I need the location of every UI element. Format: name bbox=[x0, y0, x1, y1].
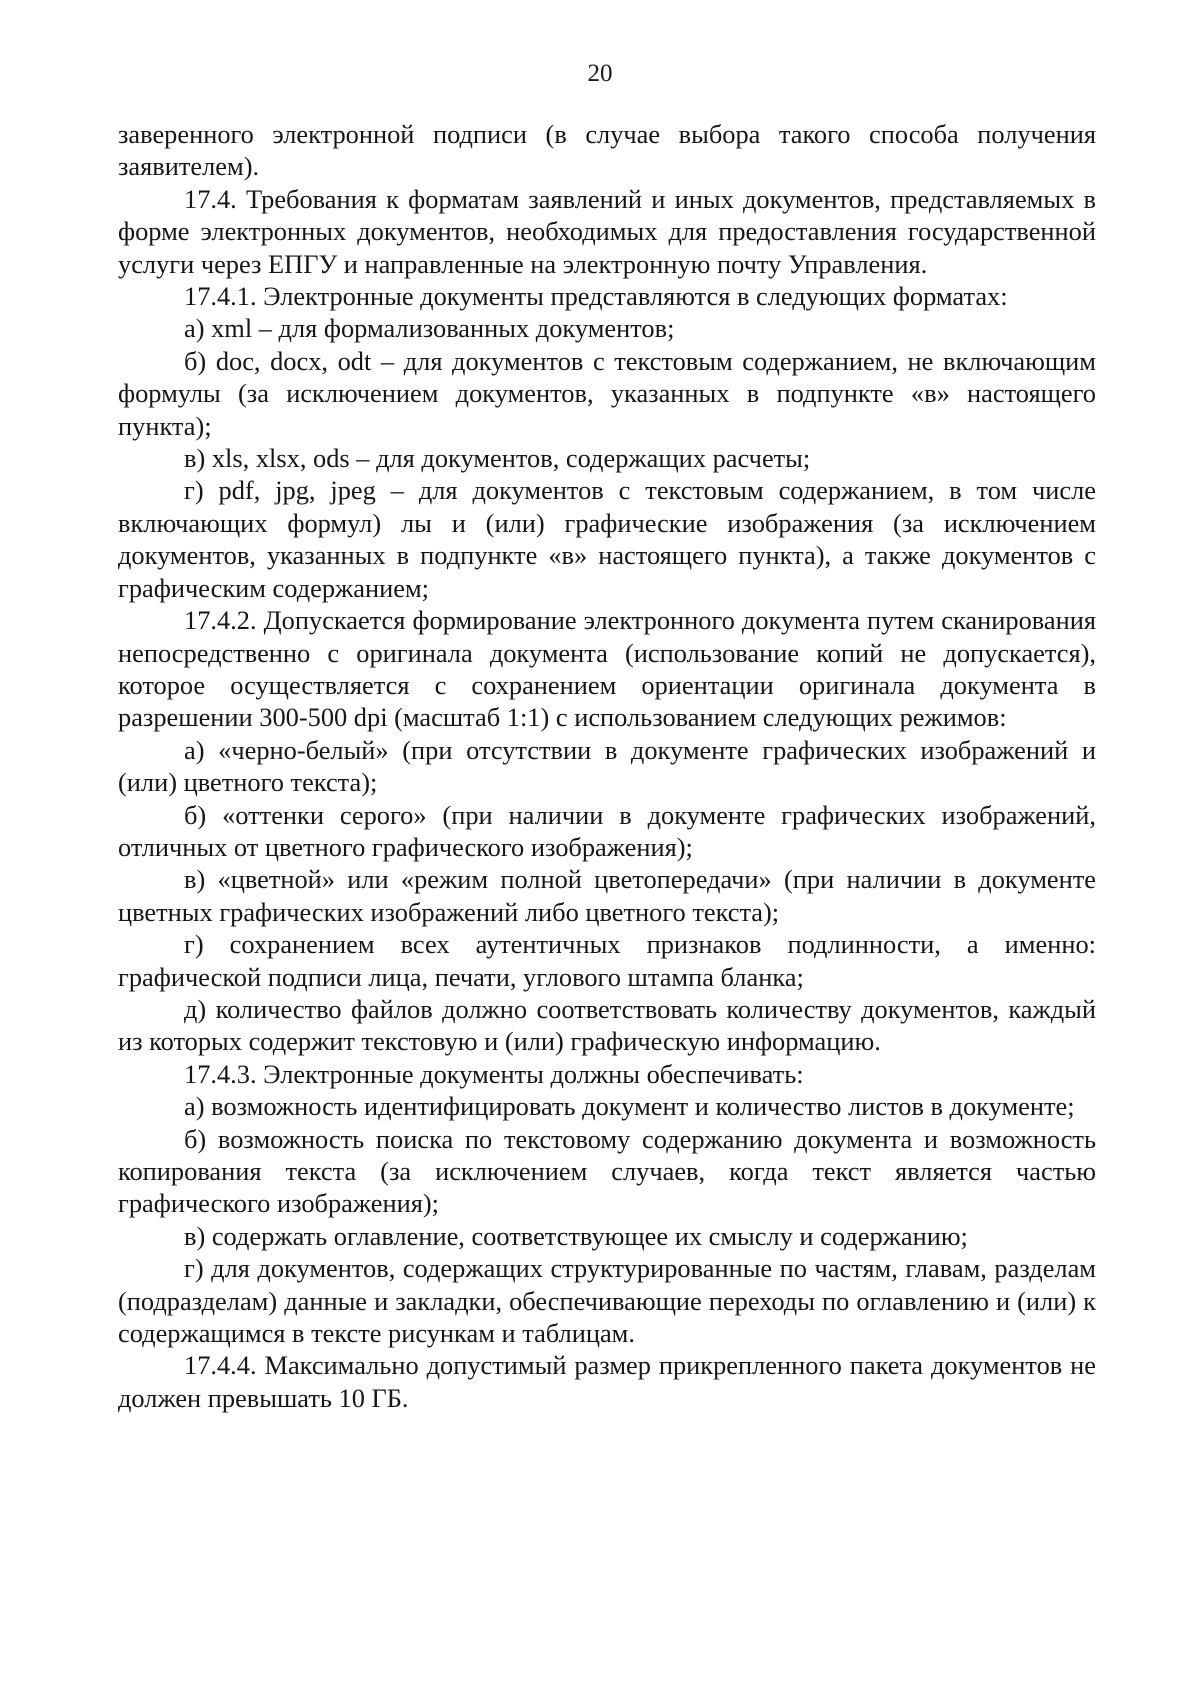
list-item-g-pdf: г) pdf, jpg, jpeg – для документов с текстовым содержанием, в том числе включающих формул) лы и (или) графические изображения (за исключением документов, указанных в подпункте «в» настоящего пункта), а также документов с графическим содержанием; bbox=[118, 475, 1096, 603]
paragraph-17-4-3: 17.4.3. Электронные документы должны обеспечивать: bbox=[184, 1058, 804, 1089]
list-item-b-grayscale: б) «оттенки серого» (при наличии в документе графических изображений, отличных от цветного графического изображения); bbox=[118, 799, 1096, 862]
list-item-v-color: в) «цветной» или «режим полной цветопередачи» (при наличии в документе цветных графических изображений либо цветного текста); bbox=[118, 864, 1096, 927]
list-item-a-identify: а) возможность идентифицировать документ и количество листов в документе; bbox=[184, 1091, 1075, 1122]
list-item-b-doc: б) doc, docx, odt – для документов с текстовым содержанием, не включающим формулы (за исключением документов, указанных в подпункте «в» настоящего пункта); bbox=[118, 345, 1096, 441]
paragraph-17-4-1: 17.4.1. Электронные документы представляются в следующих форматах: bbox=[184, 281, 1008, 312]
paragraph-continuation: заверенного электронной подписи (в случае выбора такого способа получения заявителем). bbox=[118, 119, 1096, 182]
list-item-b-search: б) возможность поиска по текстовому содержанию документа и возможность копирования текста (за исключением случаев, когда текст является частью графического изображения); bbox=[118, 1123, 1096, 1219]
paragraph-17-4-4: 17.4.4. Максимально допустимый размер прикрепленного пакета документов не должен превышать 10 ГБ. bbox=[118, 1350, 1096, 1413]
list-item-v-toc: в) содержать оглавление, соответствующее их смыслу и содержанию; bbox=[184, 1220, 968, 1251]
list-item-g-authenticity: г) сохранением всех аутентичных признаков подлинности, а именно: графической подписи лица, печати, углового штампа бланка; bbox=[118, 929, 1096, 992]
list-item-v-xls: в) xls, xlsx, ods – для документов, содержащих расчеты; bbox=[184, 443, 811, 474]
document-body bbox=[118, 118, 1096, 1414]
paragraph-17-4-2: 17.4.2. Допускается формирование электронного документа путем сканирования непосредственно с оригинала документа (использование копий не допускается), которое осуществляется с сохранением ориентации оригинала документа в разрешении 300-500 dpi (масштаб 1:1) с использованием следующих режимов: bbox=[118, 605, 1096, 733]
list-item-g-bookmarks: г) для документов, содержащих структурированные по частям, главам, разделам (подразделам) данные и закладки, обеспечивающие переходы по оглавлению и (или) к содержащимся в тексте рисункам и таблицам. bbox=[118, 1253, 1096, 1349]
list-item-a-xml: а) xml – для формализованных документов; bbox=[184, 313, 675, 344]
list-item-a-bw: а) «черно-белый» (при отсутствии в документе графических изображений и (или) цветного текста); bbox=[118, 734, 1096, 798]
page-number: 20 bbox=[587, 60, 613, 87]
list-item-d-file-count: д) количество файлов должно соответствовать количеству документов, каждый из которых содержит текстовую и (или) графическую информацию. bbox=[118, 993, 1096, 1057]
paragraph-17-4: 17.4. Требования к форматам заявлений и иных документов, представляемых в форме электронных документов, необходимых для предоставления государственной услуги через ЕПГУ и направленные на электронную почту Управления. bbox=[118, 183, 1096, 279]
